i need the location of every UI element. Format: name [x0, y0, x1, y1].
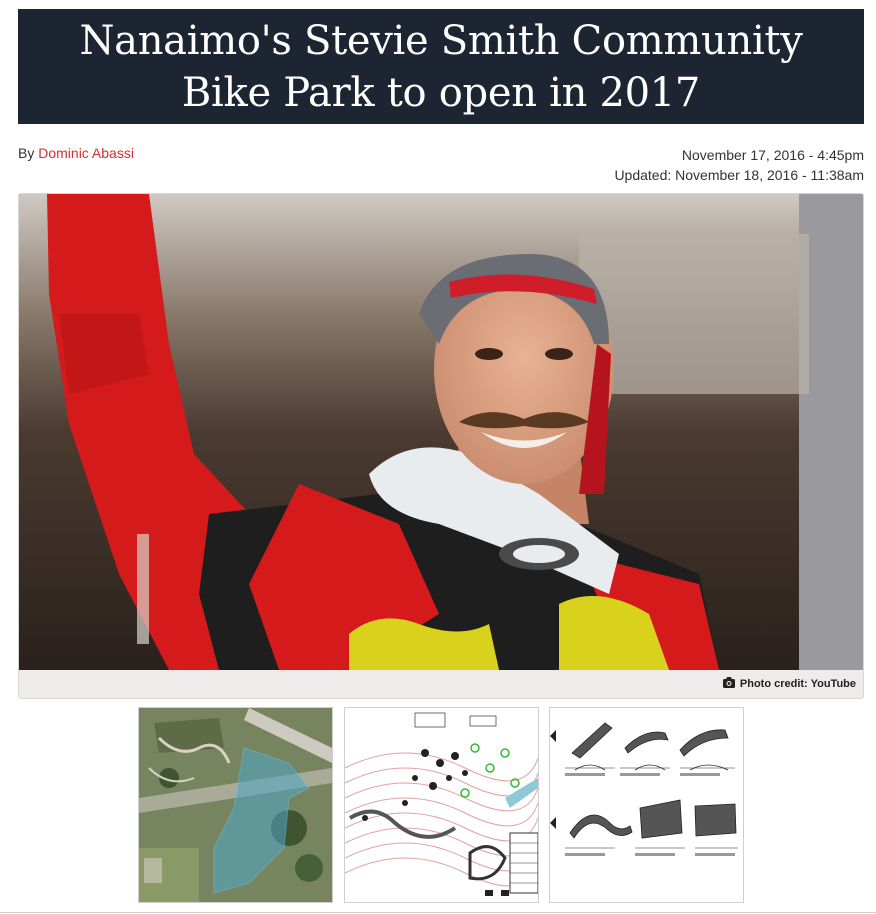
- thumbnail-aerial-map[interactable]: [138, 707, 333, 903]
- article-title: [79, 15, 802, 119]
- updated-date: Updated: November 18, 2016 - 11:38am: [614, 167, 864, 183]
- hero-figure: [18, 193, 864, 699]
- hero-photo-illustration: [19, 194, 863, 670]
- article-title-line-2: Bike Park to open in 2017: [181, 69, 701, 116]
- article-dates: [614, 145, 864, 185]
- photo-credit-bar: [19, 670, 863, 698]
- thumbnail-ramp-drawings[interactable]: [549, 707, 744, 903]
- thumbnail-site-plan[interactable]: [344, 707, 539, 903]
- photo-credit-text: Photo credit: YouTube: [739, 678, 856, 690]
- ramp-drawings-image: [550, 708, 743, 902]
- bottom-divider: [0, 912, 876, 913]
- article-title-line-1: Nanaimo's Stevie Smith Community: [79, 17, 803, 64]
- hero-photo[interactable]: [19, 194, 863, 670]
- aerial-map-image: [139, 708, 332, 902]
- site-plan-image: [345, 708, 538, 902]
- camera-icon: [723, 677, 735, 691]
- byline: [18, 145, 134, 161]
- author-link[interactable]: Dominic Abassi: [38, 145, 134, 161]
- byline-prefix: By: [18, 145, 35, 161]
- article-title-banner: [18, 9, 864, 124]
- published-date: November 17, 2016 - 4:45pm: [681, 147, 864, 163]
